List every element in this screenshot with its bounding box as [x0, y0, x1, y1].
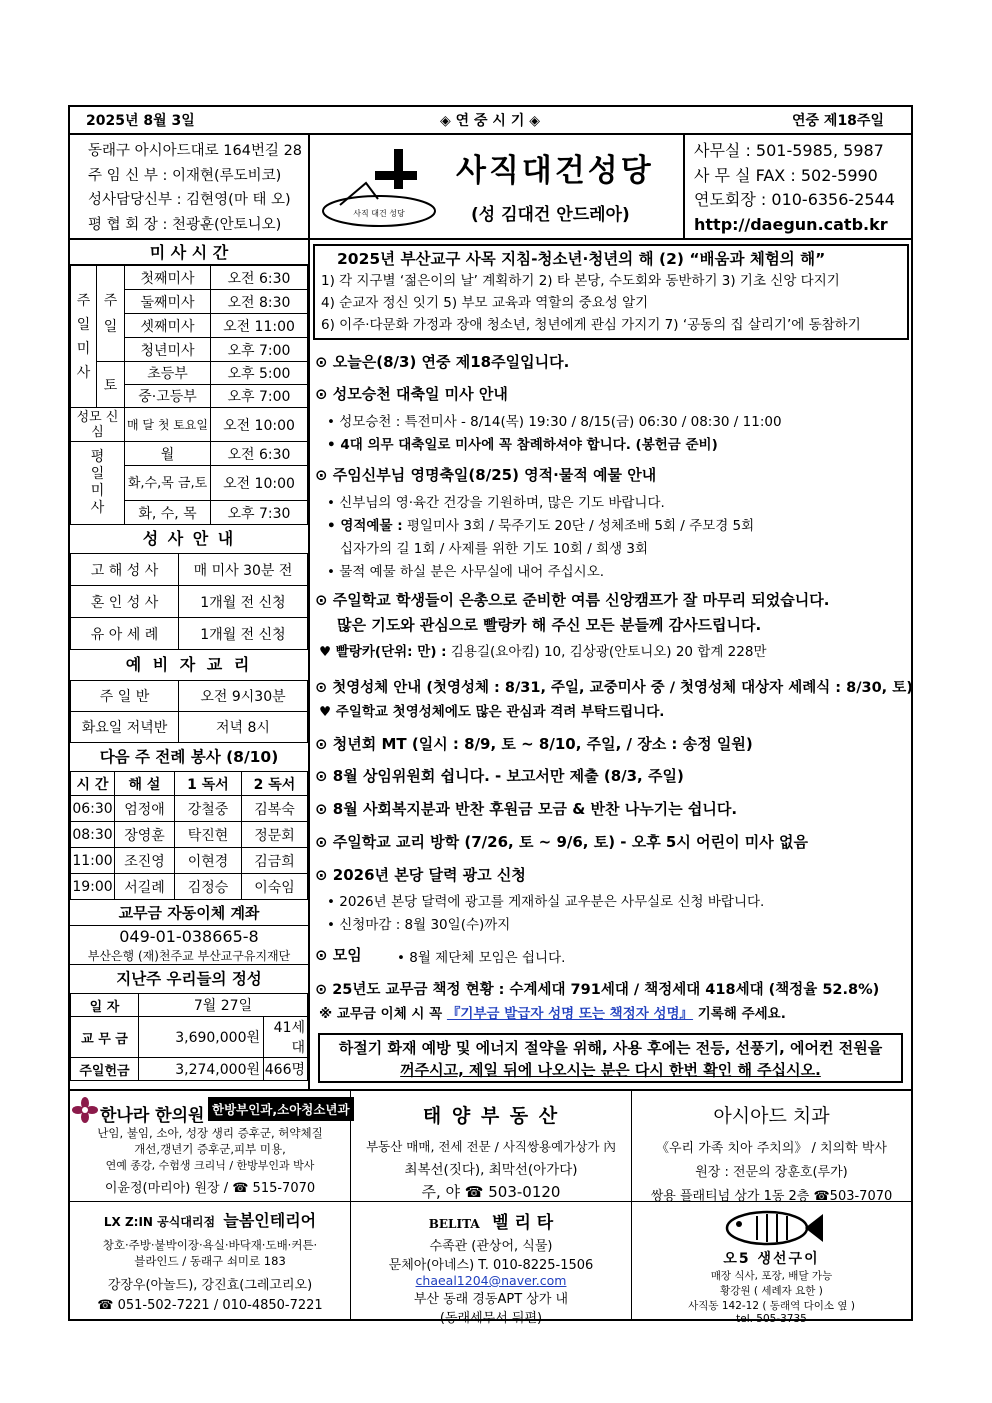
- service-cell: 이현경: [175, 848, 242, 874]
- sacrament-name: 혼 인 성 사: [71, 586, 179, 618]
- offering-count: 41세대: [264, 1017, 308, 1058]
- service-cell: 이숙임: [242, 874, 308, 900]
- office-phone: 사무실 : 501-5985, 5987: [694, 141, 884, 160]
- weekday-time: 오후 7:30: [211, 501, 308, 525]
- notice-communion-support: ♥ 주일학교 첫영성체에도 많은 관심과 격려 부탁드립니다.: [319, 704, 665, 720]
- ad-fish-name: 오5 생선구이: [723, 1251, 820, 1267]
- mary-mass-day: 매 달 첫 토요일: [125, 408, 211, 442]
- service-cell: 탁진현: [175, 822, 242, 848]
- ad-dental-l3: 쌍용 플래티넘 상가 1동 2층 ☎503-7070: [650, 1189, 893, 1204]
- notice-assumption-times: • 성모승천 : 특전미사 - 8/14(목) 19:30 / 8/15(금) 06:30 / 08:30 / 11:00: [327, 414, 782, 430]
- energy-notice-box: [318, 1033, 903, 1083]
- service-cell: 06:30: [71, 796, 115, 822]
- ad-neulbom-name: 늘봄인테리어: [223, 1211, 317, 1230]
- ad-belita-l5: (동래세무서 뒤편): [439, 1311, 543, 1326]
- sacrament-info: 매 미사 30분 전: [179, 554, 308, 586]
- service-cell: 08:30: [71, 822, 115, 848]
- notice-youth-mt: ⊙ 청년회 MT (일시 : 8/9, 토 ~ 8/10, 주일, / 장소 : 송정 일원): [315, 735, 753, 753]
- catechism-title: 예 비 자 교 리: [125, 655, 253, 674]
- dues-reminder-c: 기록해 주세요.: [693, 1006, 786, 1022]
- ad-taeyang: [351, 1091, 631, 1201]
- service-cell: 김금희: [242, 848, 308, 874]
- catechism-time: 오전 9시30분: [179, 681, 308, 712]
- ad-neulbom: [70, 1202, 350, 1320]
- ad-hannara-l4: 이윤정(마리아) 원장 / ☎ 515-7070: [104, 1181, 316, 1196]
- ad-fish-grill: [632, 1202, 911, 1325]
- ad-hannara: [70, 1091, 350, 1201]
- mass-name: 청년미사: [125, 338, 211, 362]
- pastor: 주 임 신 부 : 이재현(루도비코): [88, 167, 282, 184]
- offering-label: 교 무 금: [71, 1017, 139, 1058]
- offering-label: 일 자: [71, 994, 139, 1017]
- ad-belita-brand: BELITA: [428, 1217, 480, 1231]
- notice-dues: ⊙ 25년도 교무금 책정 현황 : 수계세대 791세대 / 책정세대 418세대 (책정율 52.8%): [315, 982, 880, 998]
- ad-neulbom-brand: LX Z:IN 공식대리점: [103, 1215, 216, 1229]
- catechism-class: 화요일 저녁반: [71, 712, 179, 743]
- catechism-time: 저녁 8시: [179, 712, 308, 743]
- service-cell: 정문회: [242, 822, 308, 848]
- notice-feast-spiritual-2: 십자가의 길 1회 / 사제를 위한 기도 10회 / 희생 3회: [340, 541, 649, 557]
- notice-communion: ⊙ 첫영성체 안내 (첫영성체 : 8/31, 주일, 교중미사 중 / 첫영성체 대상자 세례식 : 8/30, 토): [315, 680, 913, 696]
- sacrament-name: 고 해 성 사: [71, 554, 179, 586]
- notice-calendar-deadline: • 신청마감 : 8월 30일(수)까지: [327, 917, 511, 933]
- weekday-mass-label: 평 일 미 사: [71, 442, 125, 525]
- office-fax: 사 무 실 FAX : 502-5990: [694, 165, 878, 185]
- parish-name: 사직대건성당: [456, 153, 654, 189]
- notice-meeting-info: • 8월 제단체 모임은 쉽니다.: [397, 950, 566, 966]
- mass-name: 첫째미사: [125, 266, 211, 290]
- ad-taeyang-l2: 최복선(짓다), 최막선(아가다): [404, 1162, 578, 1178]
- service-header: 해 설: [115, 772, 175, 796]
- ad-belita-name: 벨 리 타: [492, 1213, 554, 1233]
- bulletin-date: 2025년 8월 3일: [86, 113, 195, 129]
- service-cell: 장영훈: [115, 822, 175, 848]
- energy-notice-2: 꺼주시고, 제일 뒤에 나오시는 분은 다시 한번 확인 해 주십시오.: [400, 1061, 821, 1079]
- website-link[interactable]: http://daegun.catb.kr: [694, 214, 888, 234]
- ad-taeyang-name: 태 양 부 동 산: [422, 1105, 560, 1127]
- weekday-time: 오전 10:00: [211, 466, 308, 501]
- ad-belita-l4: 부산 동래 경동APT 상가 내: [413, 1292, 569, 1307]
- notice-feast-spiritual: [327, 514, 754, 534]
- ad-dental-l2: 원장 : 전문의 장훈호(루가): [695, 1165, 848, 1180]
- parish-staff: [88, 139, 302, 237]
- service-header: 2 독서: [242, 772, 308, 796]
- union-phone: 연도회장 : 010-6356-2544: [694, 190, 895, 209]
- mass-name: 중·고등부: [125, 385, 211, 408]
- parish-address: 동래구 아시아드대로 164번길 28: [88, 143, 303, 159]
- dues-reminder-link: 『기부금 발급자 성명 또는 책정자 성명』: [446, 1006, 694, 1022]
- ad-dental-l1: 《우리 가족 치아 주치의》 / 치의학 박사: [656, 1141, 887, 1156]
- ad-belita: [351, 1202, 631, 1326]
- sacrament-info: 1개월 전 신청: [179, 586, 308, 618]
- service-cell: 19:00: [71, 874, 115, 900]
- weekday-time: 오전 6:30: [211, 442, 308, 466]
- notice-meeting: ⊙ 모임: [315, 946, 362, 964]
- notice-assumption: ⊙ 성모승천 대축일 미사 안내: [315, 385, 508, 403]
- donor-label: ♥ 빨랑카(단위: 만) :: [319, 644, 447, 660]
- policy-title: 2025년 부산교구 사목 지침-청소년·청년의 해 (2) “배움과 체험의 해”: [337, 250, 826, 268]
- left-column: [70, 240, 308, 1081]
- notice-committee: ⊙ 8월 상임위원회 쉽니다. - 보고서만 제출 (8/3, 주일): [315, 767, 684, 785]
- contact-info: [694, 139, 895, 237]
- ad-fish-l1: 매장 식사, 포장, 배달 가능: [710, 1270, 833, 1282]
- service-cell: 11:00: [71, 848, 115, 874]
- offering-table: [70, 993, 308, 1081]
- catechism-table: [70, 680, 308, 743]
- parish-logo: [318, 147, 440, 231]
- notice-camp: ⊙ 주일학교 학생들이 은총으로 준비한 여름 신앙캠프가 잘 마무리 되었습니다.: [315, 591, 830, 609]
- il-char: 일: [103, 318, 118, 335]
- policy-line-3: 6) 이주·다문화 가정과 장애 청소년, 청년에게 관심 가지기 7) ‘공동의 집 살리기’에 동참하기: [321, 317, 861, 333]
- season-title: ◈ 연 중 시 기 ◈: [440, 113, 540, 129]
- ju-char: 주: [103, 292, 118, 309]
- ad-belita-email[interactable]: chaeal1204@naver.com: [415, 1273, 567, 1288]
- service-cell: 김복숙: [242, 796, 308, 822]
- notice-welfare: ⊙ 8월 사회복지분과 반찬 후원금 모금 & 반찬 나누기는 쉽니다.: [315, 800, 738, 818]
- dues-reminder-a: ※ 교무금 이체 시 꼭: [319, 1006, 447, 1022]
- service-cell: 조진영: [115, 848, 175, 874]
- mass-name: 초등부: [125, 362, 211, 385]
- ad-fish-l3: 사직동 142-12 ( 동래역 다이소 옆 ): [688, 1300, 855, 1312]
- ad-neulbom-l2: 블라인드 / 동래구 쇠미로 183: [134, 1254, 286, 1268]
- ad-taeyang-l1: 부동산 매매, 전세 전문 / 사직쌍용예가상가 內: [366, 1139, 616, 1154]
- service-cell: 서길례: [115, 874, 175, 900]
- offering-count: 466명: [264, 1058, 308, 1081]
- saturday-label: 토: [97, 362, 125, 408]
- energy-notice-1: 하절기 화재 예방 및 에너지 절약을 위해, 사용 후에는 전등, 선풍기, 에어컨 전원을: [338, 1039, 883, 1057]
- mass-time: 오전 6:30: [211, 266, 308, 290]
- sacrament-title: 성 사 안 내: [142, 529, 236, 548]
- mary-mass-label: 성모 신심: [71, 408, 125, 442]
- policy-line-2: 4) 순교자 정신 잇기 5) 부모 교육과 역할의 중요성 알기: [321, 295, 649, 311]
- mass-name: 셋째미사: [125, 314, 211, 338]
- fish-logo-icon: [717, 1208, 827, 1248]
- mass-time: 오전 11:00: [211, 314, 308, 338]
- donation-account: 049-01-038665-8: [119, 927, 259, 946]
- sunday-label: [97, 266, 125, 362]
- ad-hannara-name: 한나라 한의원: [100, 1106, 205, 1126]
- ad-belita-l1: 수족관 (관상어, 식물): [429, 1239, 553, 1254]
- ad-asiad-dental: [632, 1091, 911, 1204]
- mary-mass-time: 오전 10:00: [211, 408, 308, 442]
- weekday-day: 화, 수, 목: [125, 501, 211, 525]
- council-president: 평 협 회 장 : 천광훈(안토니오): [88, 216, 282, 233]
- service-header: 시 간: [71, 772, 115, 796]
- catechism-class: 주 일 반: [71, 681, 179, 712]
- donor-list: 김용길(요아킴) 10, 김상광(안토니오) 20 합계 228만: [446, 644, 767, 660]
- service-title: 다음 주 전례 봉사 (8/10): [99, 748, 279, 766]
- ad-belita-l2: 문체아(아네스) T. 010-8225-1506: [388, 1258, 594, 1273]
- mass-name: 둘째미사: [125, 290, 211, 314]
- weekday-day: 화,수,목 금,토: [125, 466, 211, 501]
- notice-feast-material: • 물적 예물 하실 분은 사무실에 내어 주십시오.: [327, 564, 605, 580]
- service-table: [70, 771, 308, 900]
- policy-line-1: 1) 각 지구별 ‘젊은이의 날’ 계획하기 2) 타 본당, 수도회와 동반하기 3) 기초 신앙 다지기: [321, 273, 840, 289]
- weekday-day: 월: [125, 442, 211, 466]
- service-header: 1 독서: [175, 772, 242, 796]
- week-label: 연중 제18주일: [792, 113, 884, 129]
- ad-hannara-l3: 연예 종강, 수험생 크리닉 / 한방부인과 박사: [105, 1159, 315, 1172]
- sacrament-name: 유 아 세 례: [71, 618, 179, 650]
- offering-amount: 3,690,000원: [139, 1017, 264, 1058]
- ad-fish-l4: tel. 505-3735: [736, 1313, 807, 1325]
- logo-text: 사직 대건 성당: [353, 209, 405, 218]
- notice-assumption-duty: • 4대 의무 대축일로 미사에 꼭 참례하셔야 합니다. (봉헌금 준비): [327, 437, 718, 453]
- ad-hannara-tag: 한방부인과,소아청소년과: [208, 1097, 354, 1121]
- sacrament-table: [70, 553, 308, 650]
- mass-time: 오후 7:00: [211, 338, 308, 362]
- notice-feast-prayer: • 신부님의 영·육간 건강을 기원하며, 많은 기도 바랍니다.: [327, 495, 665, 511]
- offering-title: 지난주 우리들의 정성: [116, 970, 262, 988]
- notice-calendar: ⊙ 2026년 본당 달력 광고 신청: [315, 866, 526, 884]
- notice-camp-donors: [319, 640, 766, 660]
- ad-neulbom-l1: 창호·주방·붙박이장·욕실·바닥재·도배·커튼·: [102, 1238, 318, 1252]
- mass-title: 미 사 시 간: [70, 240, 308, 265]
- donation-title: 교무금 자동이체 계좌: [70, 900, 308, 926]
- spiritual-list: 평일미사 3회 / 묵주기도 20단 / 성체조배 5회 / 주모경 5회: [402, 518, 755, 534]
- notice-dues-reminder: [319, 1002, 786, 1022]
- service-cell: 김정승: [175, 874, 242, 900]
- notice-calendar-info: • 2026년 본당 달력에 광고를 게재하실 교우분은 사무실로 신청 바랍니다.: [327, 894, 765, 910]
- policy-box: [313, 244, 909, 340]
- offering-day: 7월 27일: [139, 994, 308, 1017]
- mass-time: 오전 8:30: [211, 290, 308, 314]
- notice-feast: ⊙ 주임신부님 영명축일(8/25) 영적·물적 예물 안내: [315, 466, 657, 484]
- donation-bank: 부산은행 (재)천주교 부산교구유지재단: [70, 948, 308, 965]
- sacrament-info: 1개월 전 신청: [179, 618, 308, 650]
- ad-neulbom-l4: ☎ 051-502-7221 / 010-4850-7221: [97, 1298, 323, 1313]
- mass-time: 오후 7:00: [211, 385, 308, 408]
- youth-priest: 성사담당신부 : 김현영(마 태 오): [88, 192, 291, 208]
- sunday-mass-label: 주 일 미 사: [71, 266, 97, 408]
- mass-table: [70, 265, 308, 525]
- spiritual-label: • 영적예물 :: [327, 518, 403, 534]
- notice-school-break: ⊙ 주일학교 교리 방학 (7/26, 토 ~ 9/6, 토) - 오후 5시 어린이 미사 없음: [315, 833, 808, 851]
- service-cell: 강철중: [175, 796, 242, 822]
- offering-amount: 3,274,000원: [139, 1058, 264, 1081]
- bulletin-page: [68, 105, 913, 1326]
- service-cell: 엄정애: [115, 796, 175, 822]
- parish-patron: (성 김대건 안드레아): [471, 205, 630, 225]
- ad-dental-name: 아시아드 치과: [713, 1105, 830, 1127]
- offering-label: 주일헌금: [71, 1058, 139, 1081]
- mass-time: 오후 5:00: [211, 362, 308, 385]
- notice-camp-thanks: 많은 기도와 관심으로 빨랑카 해 주신 모든 분들께 감사드립니다.: [337, 616, 762, 634]
- flower-logo-icon: [72, 1097, 98, 1123]
- notice-today: ⊙ 오늘은(8/3) 연중 제18주일입니다.: [315, 353, 570, 371]
- ad-hannara-l2: 개선,갱년기 증후군,피부 미용,: [134, 1142, 286, 1156]
- ad-taeyang-l3: 주, 야 ☎ 503-0120: [421, 1183, 561, 1201]
- ad-neulbom-l3: 강장우(아놀드), 강진효(그레고리오): [107, 1278, 313, 1293]
- ad-hannara-l1: 난임, 불임, 소아, 성장 생리 증후군, 허약체질: [97, 1126, 323, 1140]
- ad-fish-l2: 황강원 ( 세례자 요한 ): [720, 1285, 823, 1297]
